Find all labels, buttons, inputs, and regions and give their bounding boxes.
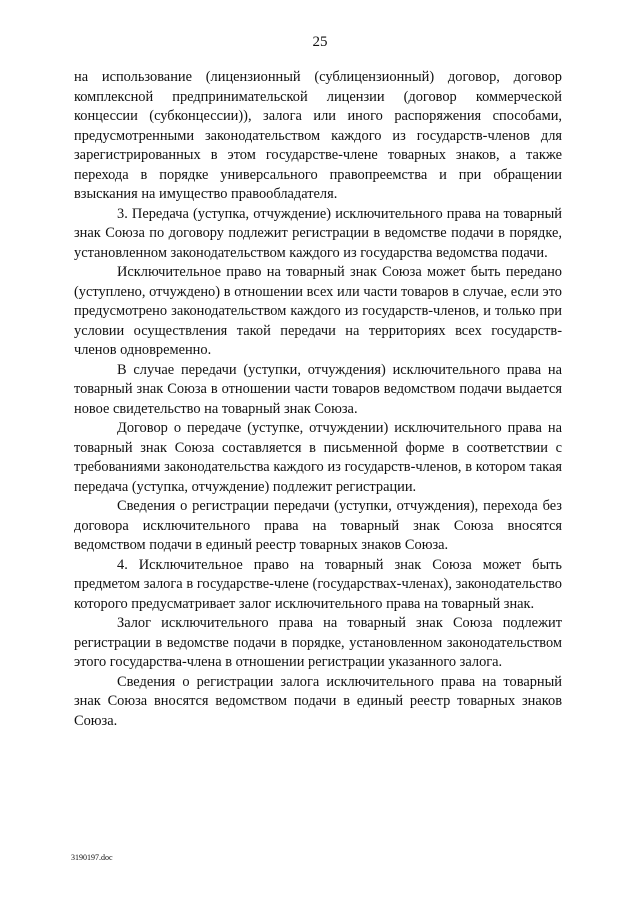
footer-file-name: 3190197.doc (71, 853, 113, 862)
paragraph-transfer-registration: 3. Передача (уступка, отчуждение) исключительного права на товарный знак Союза по договору подлежит регистрации в ведомстве подачи в порядке, установленном законодательством каждого из государства ведомства подачи. (74, 205, 562, 261)
paragraph-written-form: Договор о передаче (уступке, отчуждении) исключительного права на товарный знак Союза составляется в письменной форме в соответствии с требованиями законодательства каждого из государств-членов, в котором такая передача (уступка, отчуждение) подлежит регистрации. (74, 420, 562, 495)
paragraph-new-certificate: В случае передачи (уступки, отчуждения) исключительного права на товарный знак Союза в отношении части товаров ведомством подачи выдается новое свидетельство на товарный знак Союза. (74, 361, 562, 417)
paragraph-pledge-registration: Залог исключительного права на товарный знак Союза подлежит регистрации в ведомстве подачи в порядке, установленном законодательством этого государства-члена в отношении регистрации указанного залога. (74, 615, 562, 670)
paragraph-partial-transfer: Исключительное право на товарный знак Союза может быть передано (уступлено, отчуждено) в отношении всех или части товаров в случае, если это предусмотрено законодательством каждого из государств-членов, и только при условии осуществления такой передачи на территориях всех государств-членов одновременно. (74, 264, 562, 358)
paragraph-registry-entry: Сведения о регистрации передачи (уступки, отчуждения), перехода без договора исключительного права на товарный знак Союза вносятся ведомством подачи в единый реестр товарных знаков Союза. (74, 498, 562, 553)
paragraph-pledge-registry: Сведения о регистрации залога исключительного права на товарный знак Союза вносятся ведомством подачи в единый реестр товарных знаков Союза. (74, 673, 562, 729)
document-body (74, 68, 562, 731)
page-number: 25 (312, 34, 328, 50)
paragraph-continuation: на использование (лицензионный (сублицензионный) договор, договор комплексной предпринимательской лицензии (договор коммерческой концессии (субконцессии)), залога или иного распоряжения способами, предусмотренными законодательством каждого из государств-членов для зарегистрированных в этом государстве-члене товарных знаков, а также перехода в порядке универсального правопреемства и при обращении взыскания на имущество правообладателя. (74, 69, 562, 202)
paragraph-pledge: 4. Исключительное право на товарный знак Союза может быть предметом залога в государстве-члене (государствах-членах), законодательство которого предусматривает залог исключительного права на товарный знак. (74, 556, 562, 612)
